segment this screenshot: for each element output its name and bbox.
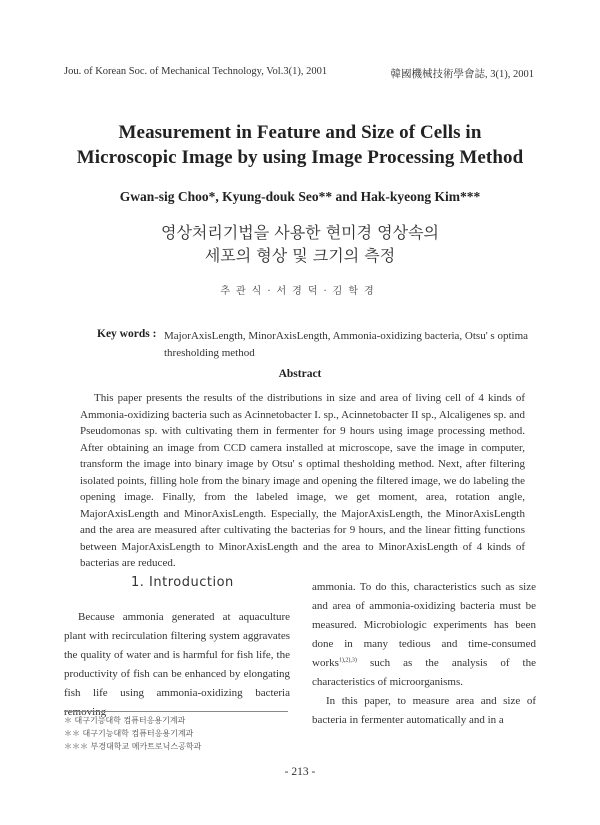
- intro-left-paragraph: Because ammonia generated at aquaculture plant with recirculation filtering system aggravates the quality of water and is harmful for fish life, the productivity of fish can be enhanced by elongating fish life using ammonia-oxidizing bacteria removing: [64, 611, 290, 718]
- intro-right-text-b: such as the analysis of the characteristics of microorganisms.: [312, 657, 536, 688]
- intro-right-paragraph-2: In this paper, to measure area and size of bacteria in fermenter automatically and in a: [312, 695, 536, 726]
- right-column: [312, 578, 536, 730]
- paper-title-line1: Measurement in Feature and Size of Cells in: [118, 122, 482, 143]
- footnote-1: ＊ 대구기능대학 컴퓨터응용기계과: [64, 716, 186, 725]
- introduction-heading: 1. Introduction: [131, 575, 234, 590]
- footnotes: [64, 714, 294, 753]
- korean-title-line1: 영상처리기법을 사용한 현미경 영상속의: [160, 223, 439, 242]
- korean-title-line2: 세포의 형상 및 크기의 측정: [204, 246, 396, 265]
- left-column: [64, 608, 290, 722]
- paper-title-line2: Microscopic Image by using Image Processing Method: [76, 147, 524, 168]
- abstract-heading: Abstract: [278, 368, 322, 380]
- journal-header-left: Jou. of Korean Soc. of Mechanical Technology, Vol.3(1), 2001: [64, 66, 328, 77]
- footnote-2: ＊＊ 대구기능대학 컴퓨터응용기계과: [64, 729, 194, 738]
- authors: Gwan-sig Choo*, Kyung-douk Seo** and Hak-kyeong Kim***: [119, 189, 481, 204]
- abstract-text: This paper presents the results of the distributions in size and area of living cell of 4 kinds of Ammonia-oxidizing bacteria such as Acinnetobacter I. sp., Acinnetobacter II sp., Alcaligenes sp. and Pseudomonas sp. with cultivating them in fermenter for 9 hours using image processing method. After obtaining an image from CCD camera installed at microscope, save the image in computer, transform the image into binary image by Otsu' s optimal thesholding method. Next, after filtering isolated points, filling hole from the binary image and opening the filtered image, we do labeling the opening image. Finally, from the labeled image, we get moment, area, rotation angle, MajorAxisLength and MinorAxisLength. Especially, the MajorAxisLength, the MinorAxisLength and the area are measured after cultivating the bacterias for 9 hours, and the linear fitting functions between MajorAxisLength to MinorAxisLength and the area to MinorAxisLength of 4 kinds of bacterias are reduced.: [80, 392, 525, 569]
- page-number: - 213 -: [284, 766, 316, 778]
- abstract-body: [80, 390, 525, 572]
- intro-right-paragraph-1: [312, 578, 536, 692]
- keywords-label: Key words :: [97, 328, 157, 340]
- footnote-3: ＊＊＊ 부경대학교 메카트로닉스공학과: [64, 742, 202, 751]
- keywords-text: MajorAxisLength, MinorAxisLength, Ammonia-oxidizing bacteria, Otsu' s optima thresholding method: [164, 330, 529, 359]
- citation-reference: 1),2),3): [338, 657, 357, 664]
- footnote-divider: [64, 711, 288, 712]
- korean-authors: 추관식·서경덕·김학경: [220, 286, 380, 297]
- intro-right-text-a: ammonia. To do this, characteristics such as size and area of ammonia-oxidizing bacteria must be measured. Microbiologic experiments has been done in many tedious and time-consumed works: [312, 581, 536, 669]
- journal-header-right: 韓國機械技術學會誌, 3(1), 2001: [390, 69, 534, 80]
